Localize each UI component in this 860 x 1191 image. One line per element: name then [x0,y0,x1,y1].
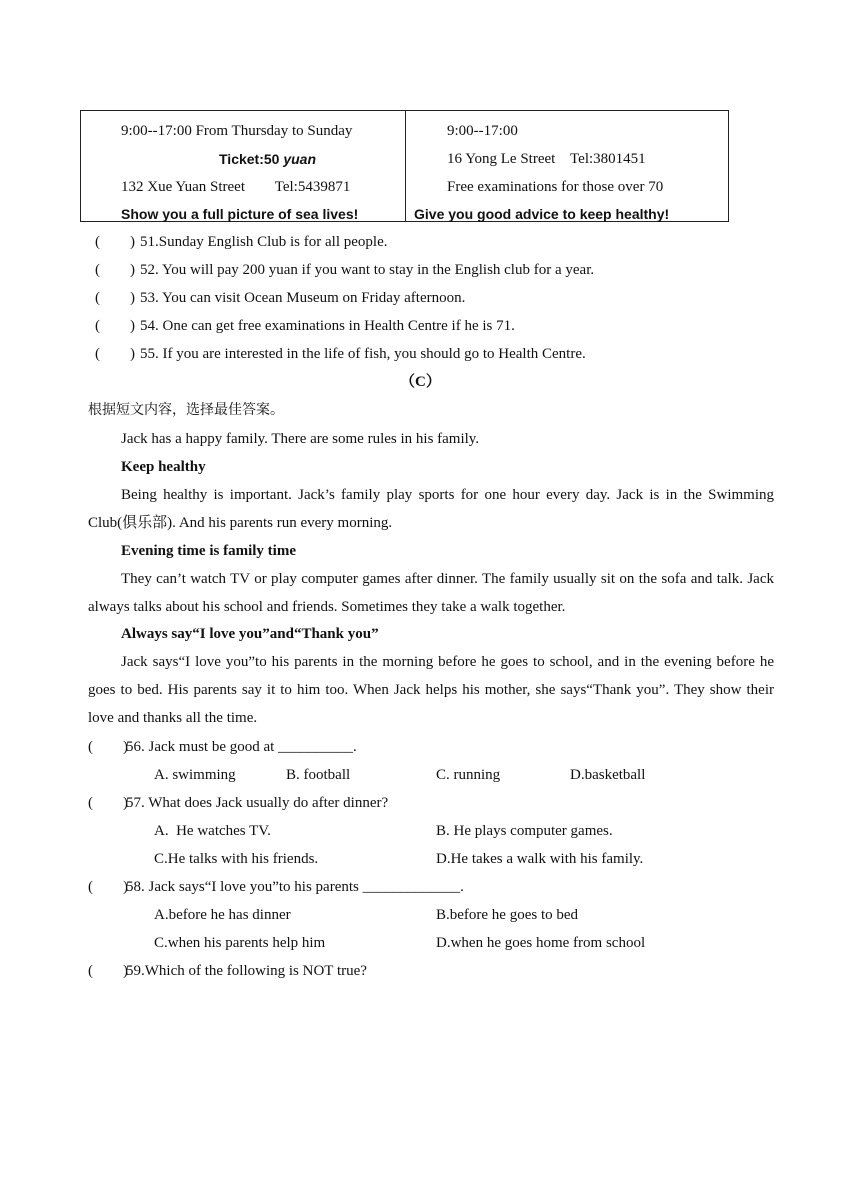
passage-heading-love: Always say“I love you”and“Thank you” [121,626,379,642]
section-instruction: 根据短文内容，选择最佳答案。 [88,402,284,418]
question-text: 52. You will pay 200 yuan if you want to stay in the English club for a year. [140,262,595,278]
option-56-b[interactable]: B. football [286,767,351,783]
paragraph-text: They can’t watch TV or play computer games after dinner. The family usually sit on the sofa and talk. Jack always talks about his school and friends. Sometimes they take a walk together. [88,571,774,615]
passage-paragraph-1 [88,481,774,537]
mc-question-59 [88,961,367,981]
museum-hours: 9:00--17:00 From Thursday to Sunday [121,123,353,139]
question-text: 54. One can get free examinations in Health Centre if he is 71. [140,318,515,334]
option-57-d[interactable]: D.He takes a walk with his family. [436,851,644,867]
question-text: 57. What does Jack usually do after dinner? [126,795,389,811]
question-text: 55. If you are interested in the life of fish, you should go to Health Centre. [140,346,586,362]
passage-paragraph-3 [88,648,774,732]
mc-question-56 [88,737,357,757]
passage-heading-family-time: Evening time is family time [121,543,296,559]
option-58-b[interactable]: B.before he goes to bed [436,907,579,923]
question-text: 58. Jack says“I love you”to his parents _____________. [126,879,464,895]
health-address: 16 Yong Le Street Tel:3801451 [447,151,646,167]
health-hours: 9:00--17:00 [447,123,518,139]
answer-blank[interactable]: ( ) [95,262,135,278]
passage-heading-keep-healthy: Keep healthy [121,459,206,475]
option-58-a[interactable]: A.before he has dinner [154,907,291,923]
question-text: 56. Jack must be good at __________. [126,739,357,755]
answer-blank[interactable]: ( ) [88,963,128,979]
health-note: Free examinations for those over 70 [447,179,664,195]
health-slogan: Give you good advice to keep healthy! [414,206,670,222]
ticket-unit: yuan [283,151,317,167]
tf-question-53 [95,288,465,308]
mc-question-58 [88,877,464,897]
answer-blank[interactable]: ( ) [95,290,135,306]
ocean-museum-cell [81,111,406,221]
question-text: 59.Which of the following is NOT true? [126,963,367,979]
option-56-c[interactable]: C. running [436,767,501,783]
question-text: 53. You can visit Ocean Museum on Friday afternoon. [140,290,466,306]
answer-blank[interactable]: ( ) [95,234,135,250]
health-centre-cell [406,111,728,221]
option-58-c[interactable]: C.when his parents help him [154,935,326,951]
answer-blank[interactable]: ( ) [95,346,135,362]
section-heading: （C） [400,374,441,390]
option-57-a[interactable]: A. He watches TV. [154,823,271,839]
passage-paragraph-2 [88,565,774,621]
tf-question-51 [95,232,387,252]
answer-blank[interactable]: ( ) [88,795,128,811]
answer-blank[interactable]: ( ) [88,739,128,755]
option-57-c[interactable]: C.He talks with his friends. [154,851,319,867]
option-57-b[interactable]: B. He plays computer games. [436,823,613,839]
museum-ticket [219,149,316,169]
mc-question-57 [88,793,388,813]
option-56-a[interactable]: A. swimming [154,767,236,783]
tf-question-52 [95,260,594,280]
paragraph-text: Being healthy is important. Jack’s family play sports for one hour every day. Jack is in the Swimming Club(俱乐部). And his parents run every morning. [88,487,774,531]
answer-blank[interactable]: ( ) [88,879,128,895]
question-text: 51.Sunday English Club is for all people. [140,234,388,250]
paragraph-text: Jack says“I love you”to his parents in the morning before he goes to school, and in the evening before he goes to bed. His parents say it to him too. When Jack helps his mother, she says“Thank you”. They show their love and thanks all the time. [88,654,774,726]
answer-blank[interactable]: ( ) [95,318,135,334]
museum-slogan: Show you a full picture of sea lives! [121,206,359,222]
option-58-d[interactable]: D.when he goes home from school [436,935,646,951]
tf-question-54 [95,316,515,336]
museum-address: 132 Xue Yuan Street Tel:5439871 [121,179,351,195]
ticket-price: Ticket:50 [219,151,284,167]
info-table [80,110,729,222]
passage-intro: Jack has a happy family. There are some rules in his family. [121,431,480,447]
option-56-d[interactable]: D.basketball [570,767,646,783]
tf-question-55 [95,344,586,364]
